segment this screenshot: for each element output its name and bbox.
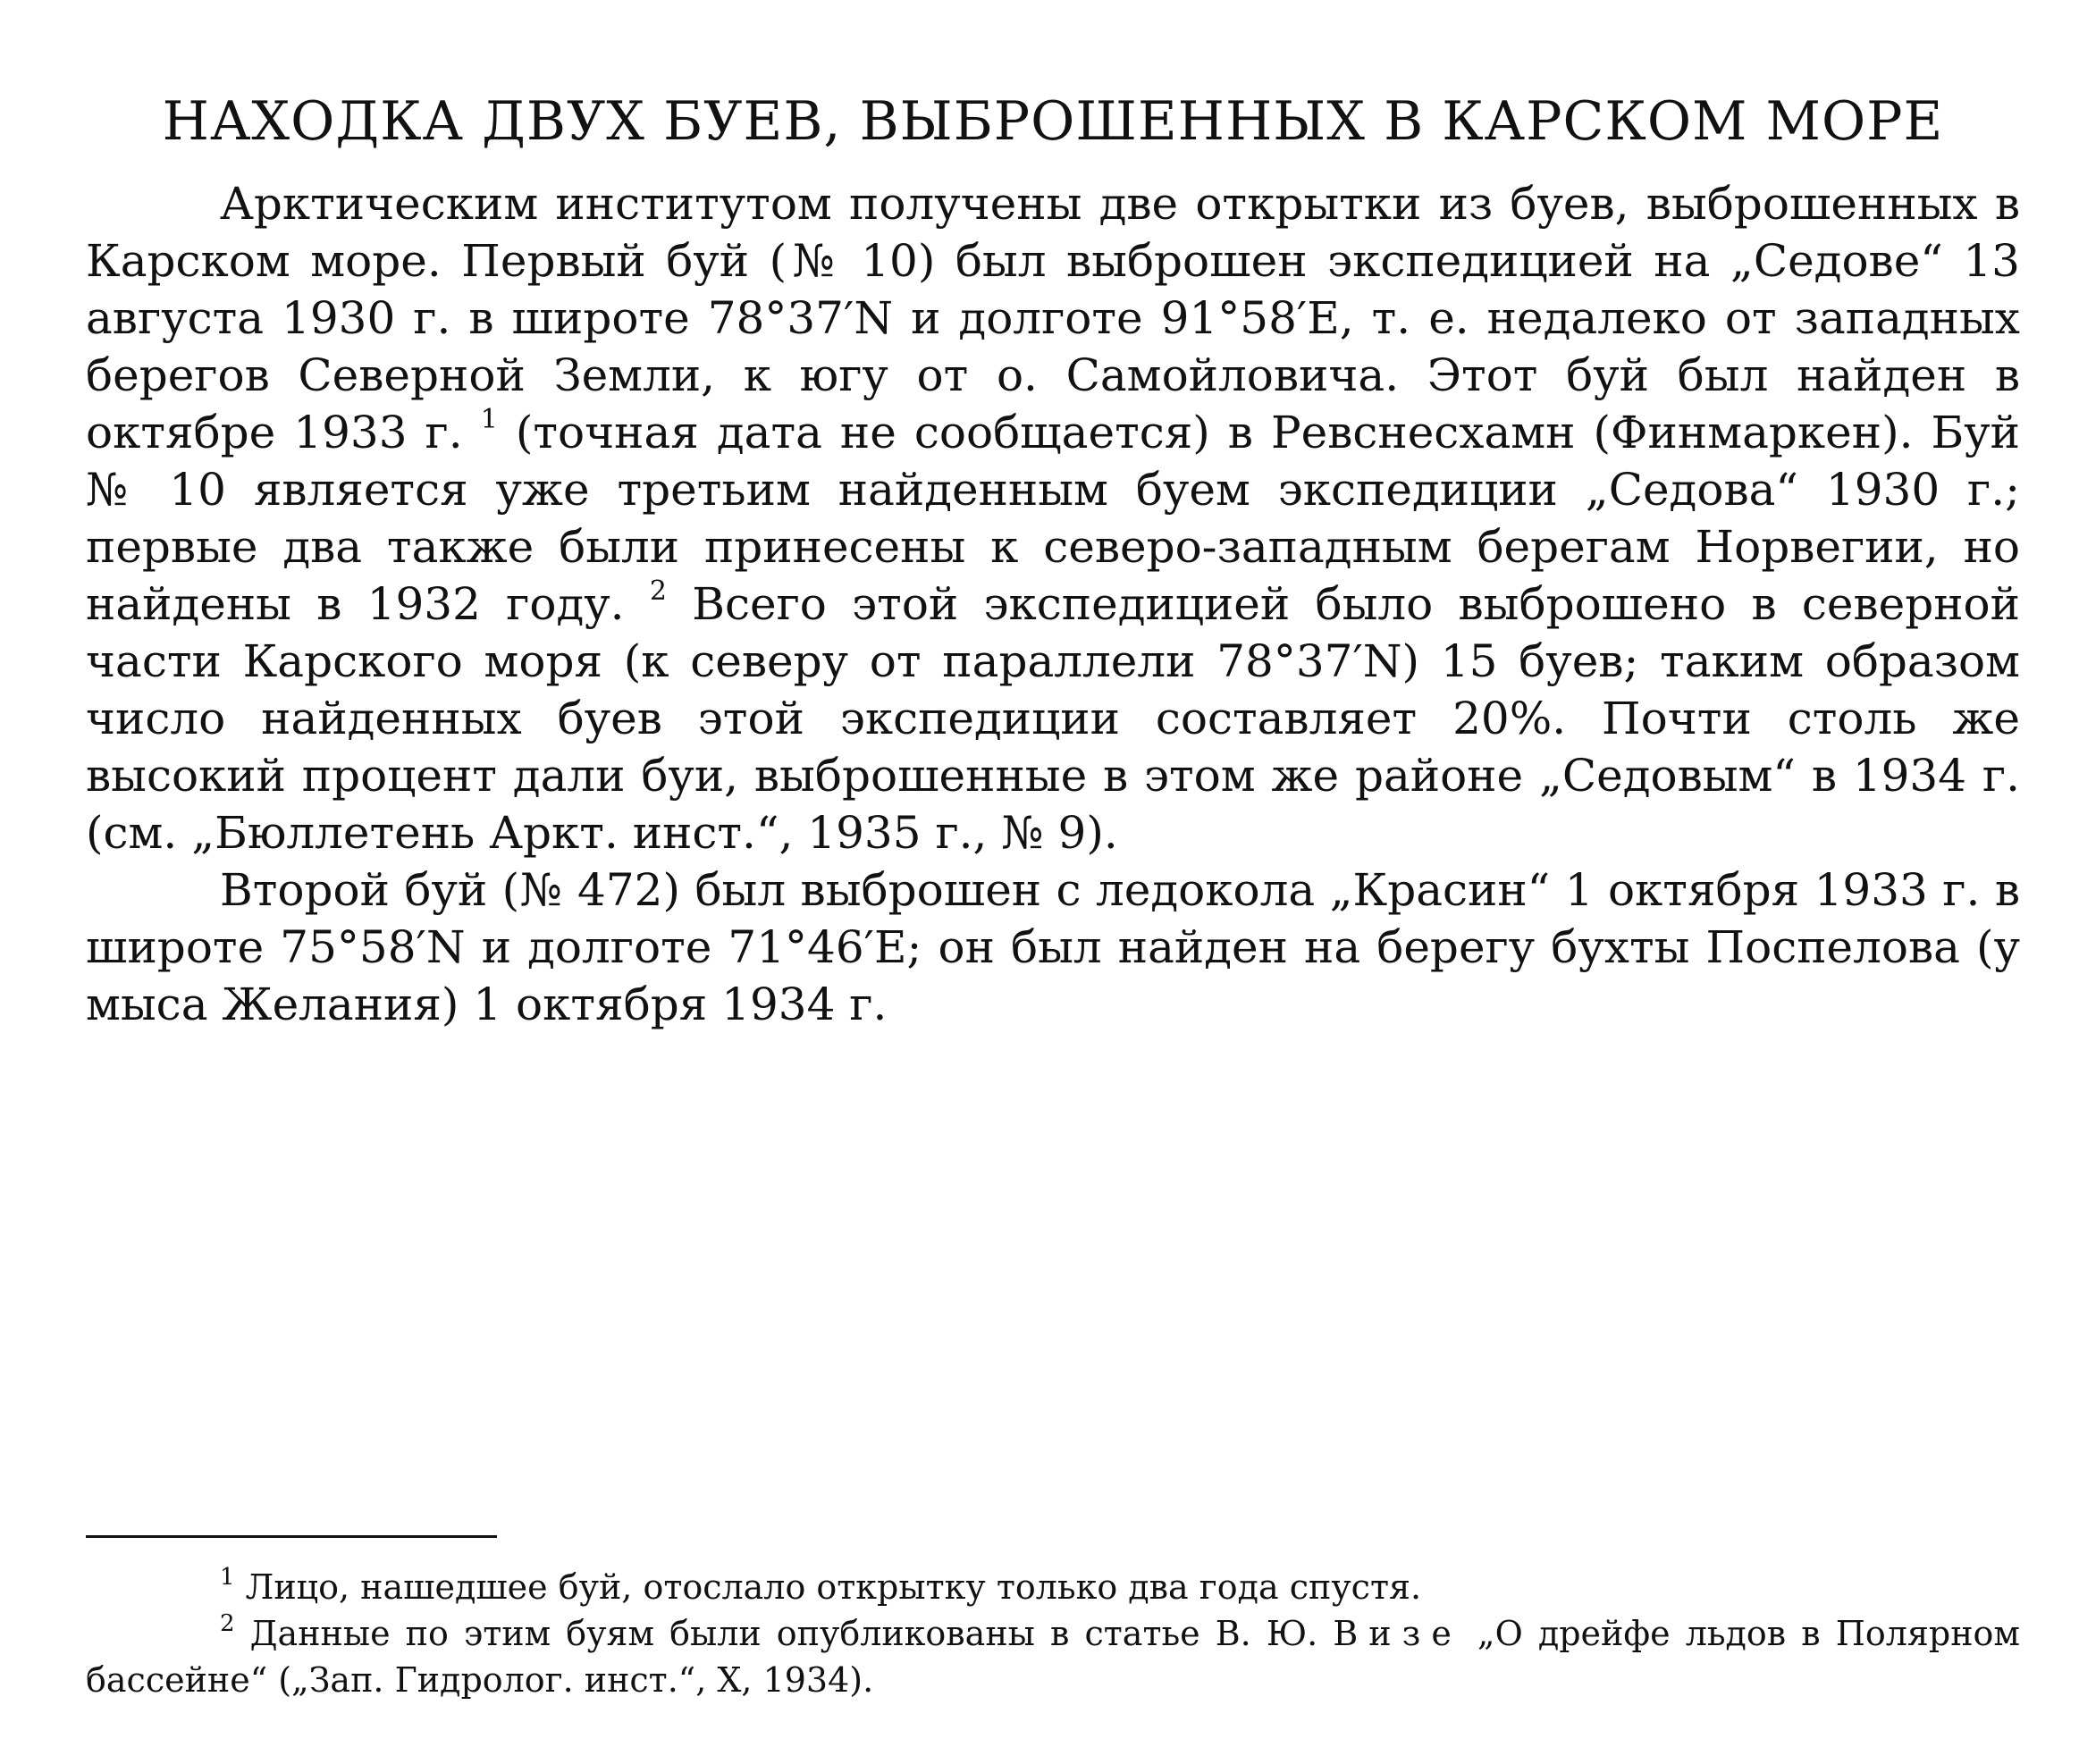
footnote-2-mark: 2	[220, 1610, 235, 1638]
footnote-1	[86, 1564, 2020, 1610]
footnote-ref-2: 2	[649, 575, 667, 608]
footnote-ref-1: 1	[480, 404, 498, 436]
footnote-2	[86, 1610, 2020, 1703]
footnote-1-mark: 1	[220, 1564, 235, 1592]
footnote-2-author: Визе	[1333, 1614, 1462, 1653]
paragraph-1	[86, 175, 2020, 861]
footnotes	[86, 1564, 2020, 1703]
paragraph-1-part-2: (точная дата не сообщается) в Ревснесхамн (Финмаркен). Буй № 10 является уже третьим найденным буем экспедиции „Седова“ 1930 г.; первые два также были принесены к северо-западным берегам Норвегии, но найдены в 1932 году.	[86, 407, 2020, 630]
document-page	[86, 89, 2020, 1033]
paragraph-2: Второй буй (№ 472) был выброшен с ледокола „Красин“ 1 октября 1933 г. в широте 75°58′N и долготе 71°46′E; он был найден на берегу бухты Поспелова (у мыса Желания) 1 октября 1934 г.	[86, 864, 2020, 1030]
article-title: НАХОДКА ДВУХ БУЕВ, ВЫБРОШЕННЫХ В КАРСКОМ МОРЕ	[162, 90, 1944, 153]
footnote-2-text-after: „О дрейфе льдов в Полярном бассейне“ („Зап. Гидролог. инст.“, X, 1934).	[86, 1614, 2020, 1700]
footnote-2-text-before: Данные по этим буям были опубликованы в статье В. Ю.	[249, 1614, 1318, 1653]
footnote-1-text: Лицо, нашедшее буй, отослало открытку только два года спустя.	[245, 1567, 1422, 1607]
footnote-divider	[86, 1535, 497, 1538]
paragraph-1-part-3: Всего этой экспедицией было выброшено в северной части Карского моря (к северу от параллели 78°37′N) 15 буев; таким образом число найденных буев этой экспедиции составляет 20%. Почти столь же высокий процент дали буи, выброшенные в этом же районе „Седовым“ в 1934 г. (см. „Бюллетень Аркт. инст.“, 1935 г., № 9).	[86, 578, 2020, 859]
paragraph-1-part-1: Арктическим институтом получены две открытки из буев, выброшенных в Карском море. Первый буй (№ 10) был выброшен экспедицией на „Седове“ 13 августа 1930 г. в широте 78°37′N и долготе 91°58′E, т. е. недалеко от западных берегов Северной Земли, к югу от о. Самойловича. Этот буй был найден в октябре 1933 г.	[86, 178, 2020, 458]
